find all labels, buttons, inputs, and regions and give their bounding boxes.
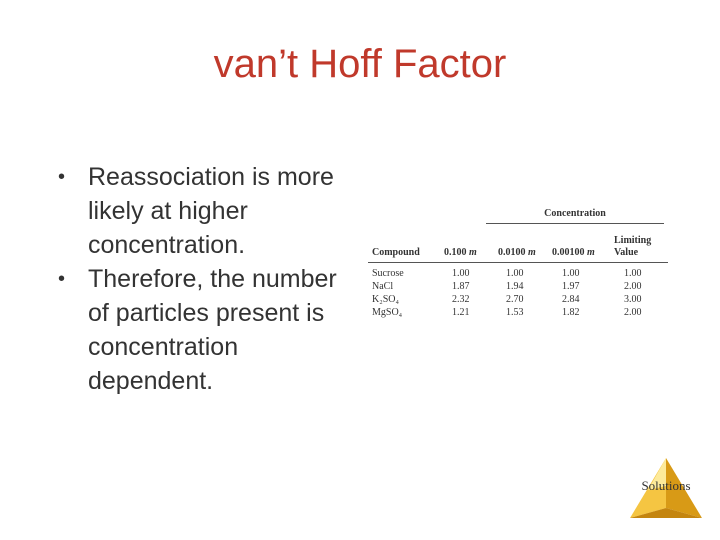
cell-conc-2: 1.00 [506, 268, 524, 279]
cell-compound: MgSO₄ [372, 307, 403, 318]
header-compound: Compound [372, 247, 420, 258]
cell-conc-3: 1.82 [562, 307, 580, 318]
cell-conc-3: 1.97 [562, 281, 580, 292]
header-limiting-line1: Limiting [614, 235, 652, 246]
concentration-group-header: Concentration [486, 205, 664, 224]
cell-limit: 2.00 [624, 307, 642, 318]
header-conc-3-value: 0.00100 [552, 247, 585, 258]
cell-conc-1: 1.87 [452, 281, 470, 292]
header-limiting [614, 235, 651, 259]
cell-conc-1: 2.32 [452, 294, 470, 305]
bullet-dot: • [58, 268, 66, 290]
table-row [368, 267, 668, 280]
cell-conc-2: 2.70 [506, 294, 524, 305]
header-conc-2-unit: m [528, 247, 536, 258]
cell-limit: 3.00 [624, 294, 642, 305]
header-conc-3 [552, 247, 595, 259]
header-limiting-line2: Value [614, 247, 639, 258]
cell-conc-3: 1.00 [562, 268, 580, 279]
cell-compound: Sucrose [372, 268, 404, 279]
cell-conc-2: 1.94 [506, 281, 524, 292]
bullet-item [58, 262, 358, 398]
solutions-nav-label[interactable]: Solutions [641, 478, 691, 493]
cell-conc-1: 1.00 [452, 268, 470, 279]
header-conc-3-unit: m [587, 247, 595, 258]
bullet-list [58, 160, 358, 398]
cell-conc-2: 1.53 [506, 307, 524, 318]
cell-limit: 2.00 [624, 281, 642, 292]
bullet-item [58, 160, 358, 262]
bullet-dot: • [58, 166, 66, 188]
cell-limit: 1.00 [624, 268, 642, 279]
header-conc-2 [498, 247, 536, 259]
table-row [368, 306, 668, 319]
cell-compound: K₂SO₄ [372, 294, 399, 305]
cell-conc-1: 1.21 [452, 307, 470, 318]
header-conc-2-value: 0.0100 [498, 247, 526, 258]
header-conc-1-unit: m [469, 247, 477, 258]
table-row [368, 280, 668, 293]
header-conc-1-value: 0.100 [444, 247, 467, 258]
bullet-text: Reassociation is more likely at higher concentration. [88, 163, 334, 259]
bullet-text: Therefore, the number of particles present is concentration dependent. [88, 265, 337, 395]
cell-compound: NaCl [372, 281, 394, 292]
cell-conc-3: 2.84 [562, 294, 580, 305]
table-header-row [368, 229, 668, 259]
table-row [368, 293, 668, 306]
header-divider [368, 262, 668, 263]
header-conc-1 [444, 247, 477, 259]
slide-title: van’t Hoff Factor [213, 42, 507, 86]
